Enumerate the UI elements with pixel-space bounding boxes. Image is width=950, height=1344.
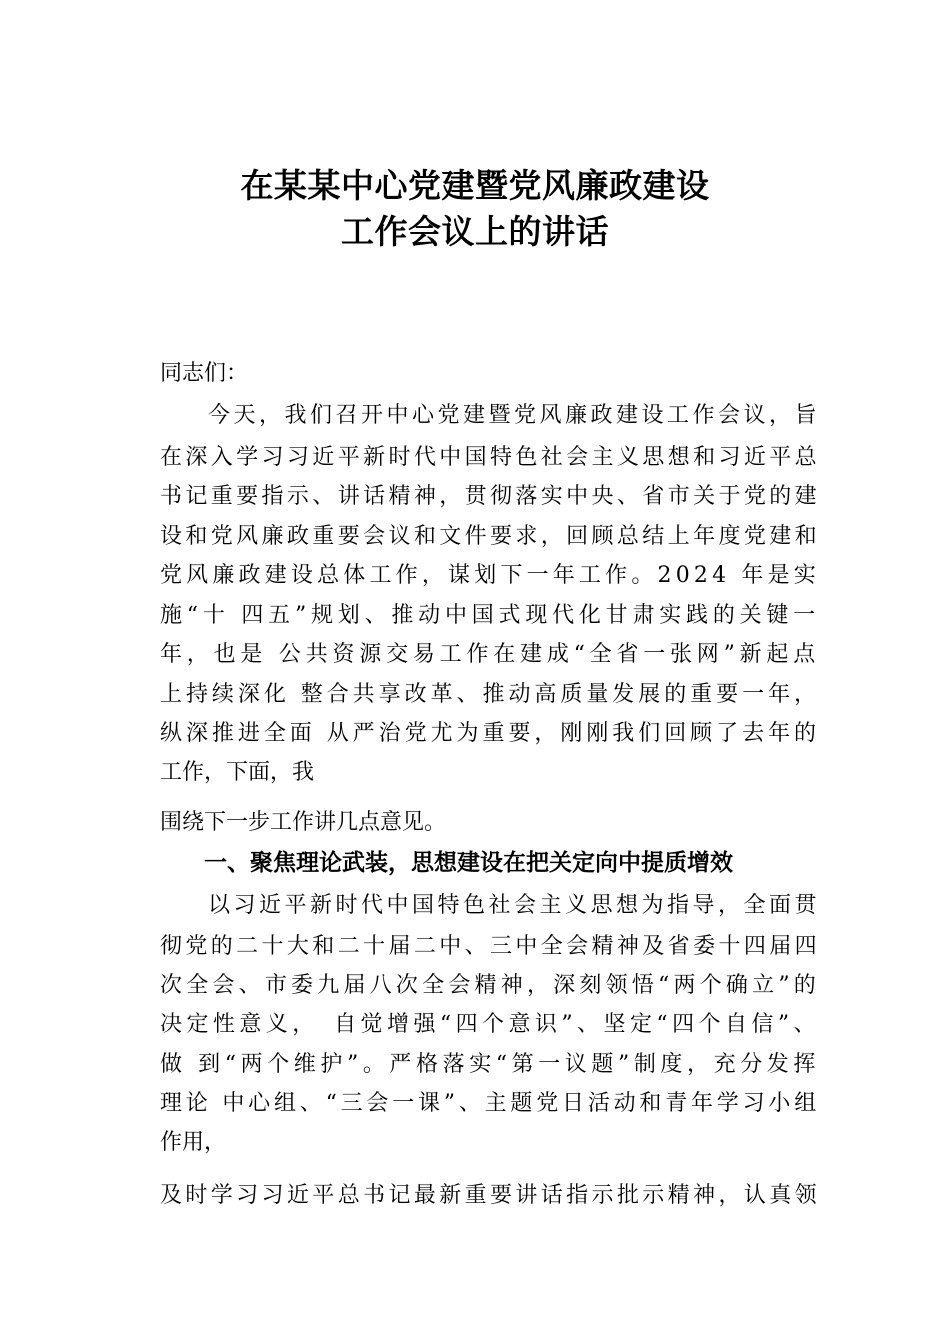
paragraph-text: 书记重要指示、讲话精神，贯彻落实中央、省市关于党的建 (160, 484, 820, 509)
paragraph-text: 纵深推进全面 从严治党尤为重要，刚刚我们回顾了去年的 (160, 721, 820, 746)
paragraph-2-line (160, 1050, 820, 1080)
paragraph-text: 次全会、市委九届八次全会精神，深刻领悟“两个确立”的 (160, 973, 820, 998)
paragraph-1-line (160, 640, 820, 670)
paragraph-2-line (160, 1010, 820, 1040)
paragraph-1-line (160, 758, 820, 788)
paragraph-1-tail (160, 808, 820, 838)
paragraph-1-line (160, 443, 820, 473)
paragraph-text: 施“十 四五”规划、推动中国式现代化甘肃实践的关键一 (160, 603, 820, 628)
paragraph-1-line (160, 482, 820, 512)
paragraph-text: 彻党的二十大和二十届二中、三中全会精神及省委十四届四 (160, 934, 820, 959)
paragraph-1-line (160, 561, 820, 591)
paragraph-text: 决定性意义， 自觉增强“四个意识”、坚定“四个自信”、 (160, 1012, 820, 1037)
salutation (160, 359, 820, 389)
paragraph-2-line (208, 891, 820, 921)
paragraph-text: 工作，下面，我 (160, 760, 315, 785)
paragraph-text: 年，也是 公共资源交易工作在建成“全省一张网”新起点 (160, 642, 820, 667)
paragraph-2-line (160, 1128, 820, 1158)
paragraph-text: 今天，我们召开中心党建暨党风廉政建设工作会议，旨 (208, 403, 820, 428)
paragraph-1-line (160, 522, 820, 552)
paragraph-2-line (160, 971, 820, 1001)
paragraph-2-line (160, 1089, 820, 1119)
document-title-line-2: 工作会议上的讲话 (341, 212, 609, 251)
paragraph-1-line (160, 601, 820, 631)
salutation-text: 同志们： (160, 361, 249, 386)
paragraph-1-line (160, 719, 820, 749)
paragraph-text: 党风廉政建设总体工作，谋划下一年工作。2024 年是实 (160, 563, 820, 588)
paragraph-text: 设和党风廉政重要会议和文件要求，回顾总结上年度党建和 (160, 524, 820, 549)
paragraph-text: 上持续深化 整合共享改革、推动高质量发展的重要一年， (160, 682, 820, 707)
paragraph-1-line (160, 680, 820, 710)
paragraph-text: 围绕下一步工作讲几点意见。 (160, 810, 447, 835)
paragraph-text: 做 到“两个维护”。严格落实“第一议题”制度，充分发挥 (160, 1052, 820, 1077)
paragraph-2-line (160, 932, 820, 962)
paragraph-1-line (208, 401, 820, 431)
paragraph-text: 及时学习习近平总书记最新重要讲话指示批示精神，认真领 (160, 1183, 820, 1208)
document-title-line-1: 在某某中心党建暨党风廉政建设 (240, 166, 710, 205)
paragraph-text: 理论 中心组、“三会一课”、主题党日活动和青年学习小组 (160, 1091, 820, 1116)
paragraph-text: 作用， (160, 1130, 227, 1155)
section-heading-1: 一、聚焦理论武装，思想建设在把关定向中提质增效 (204, 850, 733, 876)
paragraph-text: 在深入学习习近平新时代中国特色社会主义思想和习近平总 (160, 445, 820, 470)
paragraph-3-line (160, 1181, 820, 1211)
paragraph-text: 以习近平新时代中国特色社会主义思想为指导，全面贯 (208, 893, 820, 918)
